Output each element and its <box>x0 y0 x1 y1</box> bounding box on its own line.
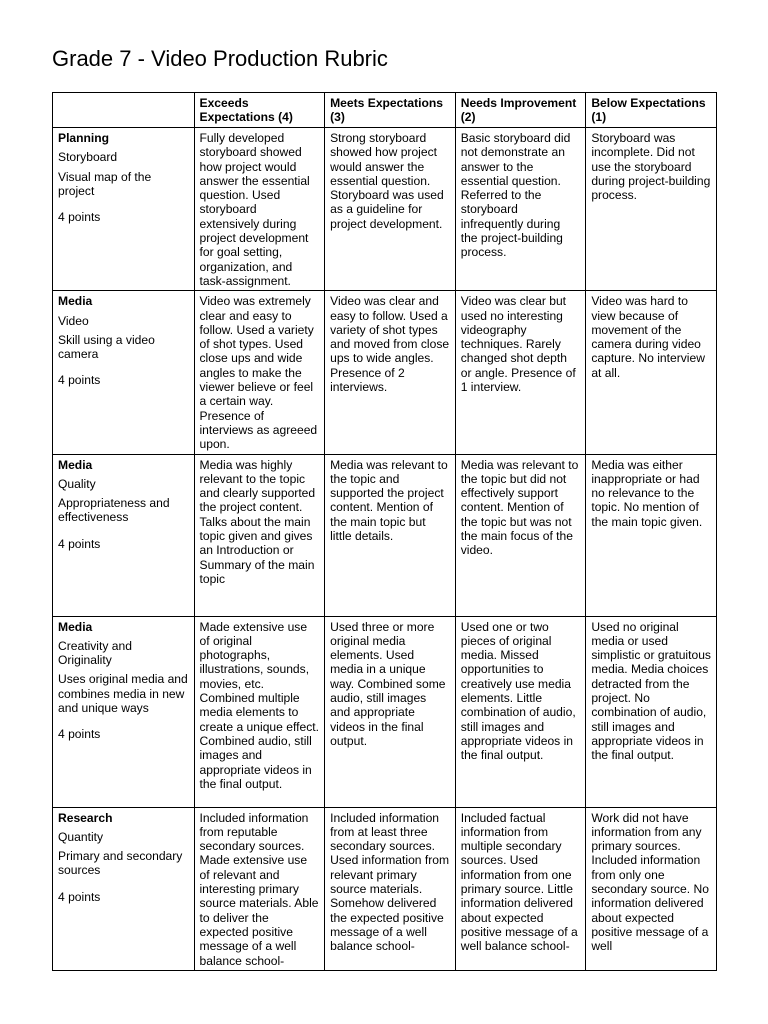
criteria-description: Visual map of the project <box>58 169 152 198</box>
criteria-points: 4 points <box>58 727 101 742</box>
table-row <box>53 454 717 616</box>
criteria-category: Media <box>58 619 93 634</box>
criteria-sub: Creativity and Originality <box>58 638 132 668</box>
rubric-cell: Basic storyboard did not demonstrate an answer to the essential question. Referred to the storyboard infrequently during the project-building process. <box>455 128 586 291</box>
criteria-description: Skill using a video camera <box>58 332 155 362</box>
rubric-cell: Video was clear but used no interesting videography techniques. Rarely changed shot depth or angle. Presence of 1 interview. <box>455 291 586 454</box>
criteria-description: Primary and secondary sources <box>58 849 183 878</box>
rubric-cell: Made extensive use of original photographs, illustrations, sounds, movies, etc. Combined multiple media elements to create a unique effect. Combined audio, still images and appropriate videos in the final output. <box>194 616 325 807</box>
header-cell-blank <box>53 93 195 128</box>
criteria-description: Uses original media and combines media in new and unique ways <box>58 672 188 716</box>
header-cell-needs-improvement: Needs Improvement (2) <box>455 93 586 128</box>
rubric-cell: Included factual information from multiple secondary sources. Used information from one primary source. Little information delivered about expected positive message of a well balance school- <box>455 807 586 970</box>
rubric-cell: Media was relevant to the topic but did not effectively support content. Mention of the topic but was not the main focus of the video. <box>455 454 586 616</box>
header-cell-below: Below Expectations (1) <box>586 93 717 128</box>
criteria-category: Media <box>58 294 93 309</box>
rubric-cell: Video was extremely clear and easy to follow. Used a variety of shot types. Used close ups and wide angles to make the viewer believe or feel a certain way. Presence of interviews as agreeed upon. <box>194 291 325 454</box>
rubric-cell: Used three or more original media elements. Used media in a unique way. Combined some audio, still images and appropriate videos in the final output. <box>325 616 456 807</box>
criteria-category: Research <box>58 810 113 825</box>
table-row <box>53 616 717 807</box>
criteria-points: 4 points <box>58 536 101 551</box>
criteria-sub: Storyboard <box>58 150 118 165</box>
rubric-cell: Used no original media or used simplistic or gratuitous media. Media choices detracted from the project. No combination of audio, still images and appropriate videos in the final output. <box>586 616 717 807</box>
rubric-cell: Included information from at least three secondary sources. Used information from relevant primary source materials. Somehow delivered the expected positive message of a well balance school- <box>325 807 456 970</box>
criteria-cell <box>53 616 195 807</box>
rubric-cell: Fully developed storyboard showed how project would answer the essential question. Used storyboard extensively during project development for goal setting, organization, and task-assignment. <box>194 128 325 291</box>
header-cell-exceeds: Exceeds Expectations (4) <box>194 93 325 128</box>
criteria-description: Appropriateness and effectiveness <box>58 496 170 525</box>
page-title: Grade 7 - Video Production Rubric <box>52 46 388 71</box>
rubric-table <box>52 92 717 971</box>
criteria-sub: Quality <box>58 476 96 491</box>
header-row <box>53 93 717 128</box>
rubric-cell: Video was clear and easy to follow. Used a variety of shot types and moved from close ups to wide angles. Presence of 2 interviews. <box>325 291 456 454</box>
rubric-cell: Storyboard was incomplete. Did not use the storyboard during project-building process. <box>586 128 717 291</box>
criteria-category: Media <box>58 457 93 472</box>
rubric-cell: Included information from reputable secondary sources. Made extensive use of relevant and interesting primary source materials. Able to deliver the expected positive message of a well balance school- <box>194 807 325 970</box>
criteria-cell <box>53 128 195 291</box>
criteria-cell <box>53 291 195 454</box>
table-row <box>53 291 717 454</box>
criteria-points: 4 points <box>58 889 101 904</box>
criteria-sub: Video <box>58 313 89 328</box>
rubric-cell: Work did not have information from any primary sources. Included information from only one secondary source. No information delivered about expected positive message of a well <box>586 807 717 970</box>
rubric-cell: Video was hard to view because of movement of the camera during video capture. No interview at all. <box>586 291 717 454</box>
table-row <box>53 807 717 970</box>
header-cell-meets: Meets Expectations (3) <box>325 93 456 128</box>
criteria-cell <box>53 454 195 616</box>
criteria-points: 4 points <box>58 373 101 388</box>
table-row <box>53 128 717 291</box>
criteria-cell <box>53 807 195 970</box>
criteria-points: 4 points <box>58 210 101 225</box>
rubric-cell: Used one or two pieces of original media. Missed opportunities to creatively use media elements. Little combination of audio, still images and appropriate videos in the final output. <box>455 616 586 807</box>
rubric-cell: Strong storyboard showed how project would answer the essential question. Storyboard was used as a guideline for project development. <box>325 128 456 291</box>
rubric-cell: Media was highly relevant to the topic and clearly supported the project content. Talks about the main topic given and gives an Introduction or Summary of the main topic <box>194 454 325 616</box>
criteria-sub: Quantity <box>58 829 104 844</box>
rubric-cell: Media was either inappropriate or had no relevance to the topic. No mention of the main topic given. <box>586 454 717 616</box>
criteria-category: Planning <box>58 131 110 145</box>
rubric-cell: Media was relevant to the topic and supported the project content. Mention of the main topic but little details. <box>325 454 456 616</box>
